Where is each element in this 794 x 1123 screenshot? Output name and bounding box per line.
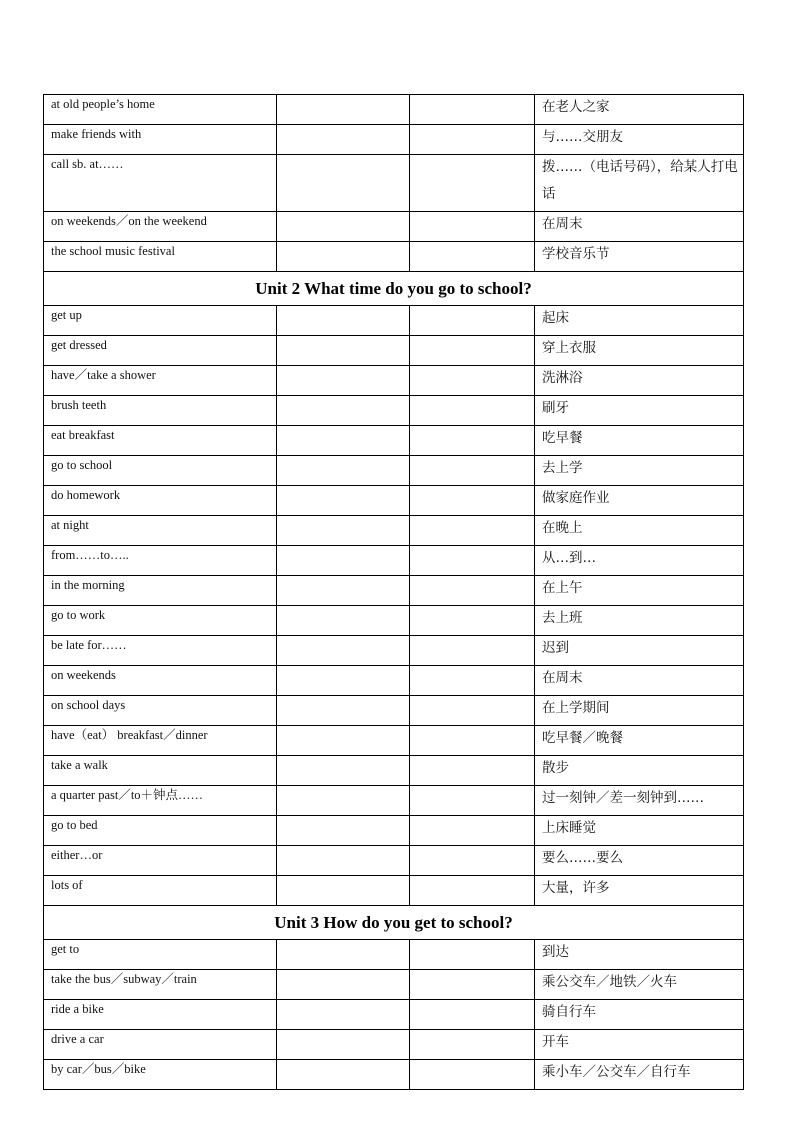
blank-cell: [410, 726, 535, 756]
chinese-meaning: [535, 1030, 744, 1060]
chinese-meaning: [535, 606, 744, 636]
chinese-meaning: [535, 876, 744, 906]
blank-cell: [410, 212, 535, 242]
blank-cell: [277, 940, 410, 970]
english-phrase: get dressed: [44, 336, 277, 366]
english-phrase: on weekends: [44, 666, 277, 696]
unit-heading-row: [44, 906, 744, 940]
unit-heading: Unit 3 How do you get to school?: [44, 906, 744, 940]
blank-cell: [410, 636, 535, 666]
english-phrase: make friends with: [44, 125, 277, 155]
vocabulary-page: [43, 94, 743, 1090]
blank-cell: [410, 125, 535, 155]
english-phrase: at old people’s home: [44, 95, 277, 125]
unit-heading-row: [44, 272, 744, 306]
chinese-meaning-text: 大量，许多: [542, 880, 610, 896]
blank-cell: [410, 816, 535, 846]
english-phrase: take the bus／subway／train: [44, 970, 277, 1000]
chinese-meaning: [535, 970, 744, 1000]
chinese-meaning-text: 刷牙: [542, 400, 569, 416]
blank-cell: [277, 606, 410, 636]
blank-cell: [277, 125, 410, 155]
table-row: [44, 396, 744, 426]
chinese-meaning: [535, 456, 744, 486]
blank-cell: [277, 636, 410, 666]
english-phrase: ride a bike: [44, 1000, 277, 1030]
chinese-meaning-text: 乘小车／公交车／自行车: [542, 1064, 691, 1080]
english-phrase: from……to…..: [44, 546, 277, 576]
table-row: [44, 606, 744, 636]
chinese-meaning-text: 过一刻钟／差一刻钟到……: [542, 790, 704, 806]
chinese-meaning: [535, 516, 744, 546]
blank-cell: [410, 970, 535, 1000]
blank-cell: [277, 1030, 410, 1060]
table-row: [44, 756, 744, 786]
blank-cell: [277, 726, 410, 756]
table-row: [44, 125, 744, 155]
chinese-meaning-text: 去上班: [542, 610, 583, 626]
table-row: [44, 456, 744, 486]
blank-cell: [410, 516, 535, 546]
table-row: [44, 242, 744, 272]
chinese-meaning: [535, 1060, 744, 1090]
table-row: [44, 816, 744, 846]
chinese-meaning: [535, 546, 744, 576]
blank-cell: [277, 336, 410, 366]
blank-cell: [410, 306, 535, 336]
chinese-meaning: [535, 756, 744, 786]
blank-cell: [277, 486, 410, 516]
table-row: [44, 212, 744, 242]
blank-cell: [410, 366, 535, 396]
english-phrase: lots of: [44, 876, 277, 906]
blank-cell: [277, 1060, 410, 1090]
chinese-meaning: [535, 366, 744, 396]
table-row: [44, 970, 744, 1000]
chinese-meaning-text: 在上学期间: [542, 700, 610, 716]
blank-cell: [277, 242, 410, 272]
blank-cell: [410, 486, 535, 516]
chinese-meaning: [535, 576, 744, 606]
blank-cell: [410, 846, 535, 876]
chinese-meaning-text: 做家庭作业: [542, 490, 610, 506]
chinese-meaning: [535, 426, 744, 456]
blank-cell: [410, 576, 535, 606]
chinese-meaning: [535, 336, 744, 366]
chinese-meaning: [535, 786, 744, 816]
blank-cell: [277, 846, 410, 876]
chinese-meaning: [535, 242, 744, 272]
blank-cell: [410, 456, 535, 486]
chinese-meaning-text: 乘公交车／地铁／火车: [542, 974, 677, 990]
blank-cell: [277, 456, 410, 486]
blank-cell: [277, 970, 410, 1000]
english-phrase: go to school: [44, 456, 277, 486]
chinese-meaning-text: 起床: [542, 310, 569, 326]
english-phrase: go to work: [44, 606, 277, 636]
blank-cell: [277, 816, 410, 846]
blank-cell: [410, 336, 535, 366]
english-phrase: brush teeth: [44, 396, 277, 426]
chinese-meaning: [535, 486, 744, 516]
chinese-meaning: [535, 306, 744, 336]
chinese-meaning: [535, 125, 744, 155]
chinese-meaning-text: 学校音乐节: [542, 246, 610, 262]
table-row: [44, 366, 744, 396]
chinese-meaning: [535, 636, 744, 666]
blank-cell: [277, 396, 410, 426]
english-phrase: by car／bus／bike: [44, 1060, 277, 1090]
blank-cell: [277, 306, 410, 336]
blank-cell: [410, 426, 535, 456]
table-row: [44, 1000, 744, 1030]
blank-cell: [410, 396, 535, 426]
chinese-meaning-text: 散步: [542, 760, 569, 776]
table-row: [44, 876, 744, 906]
chinese-meaning: [535, 1000, 744, 1030]
table-row: [44, 95, 744, 125]
chinese-meaning-text: 要么……要么: [542, 850, 623, 866]
table-row: [44, 696, 744, 726]
chinese-meaning-text: 穿上衣服: [542, 340, 596, 356]
blank-cell: [277, 786, 410, 816]
table-row: [44, 426, 744, 456]
english-phrase: do homework: [44, 486, 277, 516]
blank-cell: [410, 1030, 535, 1060]
chinese-meaning-text: 在上午: [542, 580, 583, 596]
table-row: [44, 940, 744, 970]
blank-cell: [410, 606, 535, 636]
chinese-meaning-text: 拨……（电话号码），给某人打电话: [542, 159, 738, 202]
chinese-meaning-text: 从…到…: [542, 550, 596, 566]
table-row: [44, 155, 744, 212]
english-phrase: go to bed: [44, 816, 277, 846]
table-row: [44, 726, 744, 756]
chinese-meaning-text: 吃早餐／晚餐: [542, 730, 623, 746]
chinese-meaning-text: 吃早餐: [542, 430, 583, 446]
chinese-meaning: [535, 155, 744, 212]
table-row: [44, 1060, 744, 1090]
chinese-meaning: [535, 666, 744, 696]
blank-cell: [277, 576, 410, 606]
chinese-meaning-text: 开车: [542, 1034, 569, 1050]
blank-cell: [277, 155, 410, 212]
english-phrase: get up: [44, 306, 277, 336]
chinese-meaning: [535, 940, 744, 970]
english-phrase: be late for……: [44, 636, 277, 666]
blank-cell: [277, 95, 410, 125]
blank-cell: [410, 95, 535, 125]
blank-cell: [277, 666, 410, 696]
chinese-meaning: [535, 846, 744, 876]
vocabulary-table: [43, 94, 744, 1090]
chinese-meaning: [535, 212, 744, 242]
chinese-meaning-text: 与……交朋友: [542, 129, 623, 145]
blank-cell: [277, 516, 410, 546]
table-row: [44, 486, 744, 516]
chinese-meaning-text: 上床睡觉: [542, 820, 596, 836]
english-phrase: on weekends／on the weekend: [44, 212, 277, 242]
chinese-meaning-text: 洗淋浴: [542, 370, 583, 386]
chinese-meaning-text: 到达: [542, 944, 569, 960]
vocabulary-table-body: [44, 95, 744, 1090]
table-row: [44, 336, 744, 366]
english-phrase: have（eat） breakfast／dinner: [44, 726, 277, 756]
table-row: [44, 786, 744, 816]
english-phrase: in the morning: [44, 576, 277, 606]
english-phrase: on school days: [44, 696, 277, 726]
chinese-meaning-text: 骑自行车: [542, 1004, 596, 1020]
table-row: [44, 636, 744, 666]
table-row: [44, 306, 744, 336]
blank-cell: [277, 366, 410, 396]
chinese-meaning: [535, 396, 744, 426]
blank-cell: [277, 546, 410, 576]
blank-cell: [410, 696, 535, 726]
blank-cell: [410, 666, 535, 696]
chinese-meaning-text: 在晚上: [542, 520, 583, 536]
chinese-meaning-text: 去上学: [542, 460, 583, 476]
english-phrase: get to: [44, 940, 277, 970]
english-phrase: the school music festival: [44, 242, 277, 272]
table-row: [44, 516, 744, 546]
english-phrase: a quarter past／to＋钟点……: [44, 786, 277, 816]
blank-cell: [277, 1000, 410, 1030]
blank-cell: [277, 426, 410, 456]
blank-cell: [410, 242, 535, 272]
blank-cell: [277, 212, 410, 242]
chinese-meaning-text: 在周末: [542, 216, 583, 232]
blank-cell: [277, 756, 410, 786]
english-phrase: drive a car: [44, 1030, 277, 1060]
blank-cell: [277, 876, 410, 906]
table-row: [44, 666, 744, 696]
chinese-meaning-text: 在周末: [542, 670, 583, 686]
chinese-meaning-text: 迟到: [542, 640, 569, 656]
english-phrase: take a walk: [44, 756, 277, 786]
blank-cell: [410, 1060, 535, 1090]
table-row: [44, 1030, 744, 1060]
blank-cell: [277, 696, 410, 726]
english-phrase: call sb. at……: [44, 155, 277, 212]
blank-cell: [410, 786, 535, 816]
english-phrase: at night: [44, 516, 277, 546]
english-phrase: have／take a shower: [44, 366, 277, 396]
blank-cell: [410, 756, 535, 786]
chinese-meaning: [535, 816, 744, 846]
table-row: [44, 846, 744, 876]
table-row: [44, 576, 744, 606]
chinese-meaning: [535, 696, 744, 726]
blank-cell: [410, 1000, 535, 1030]
table-row: [44, 546, 744, 576]
chinese-meaning: [535, 726, 744, 756]
unit-heading: Unit 2 What time do you go to school?: [44, 272, 744, 306]
blank-cell: [410, 546, 535, 576]
english-phrase: eat breakfast: [44, 426, 277, 456]
blank-cell: [410, 155, 535, 212]
blank-cell: [410, 876, 535, 906]
english-phrase: either…or: [44, 846, 277, 876]
blank-cell: [410, 940, 535, 970]
chinese-meaning: [535, 95, 744, 125]
chinese-meaning-text: 在老人之家: [542, 99, 610, 115]
